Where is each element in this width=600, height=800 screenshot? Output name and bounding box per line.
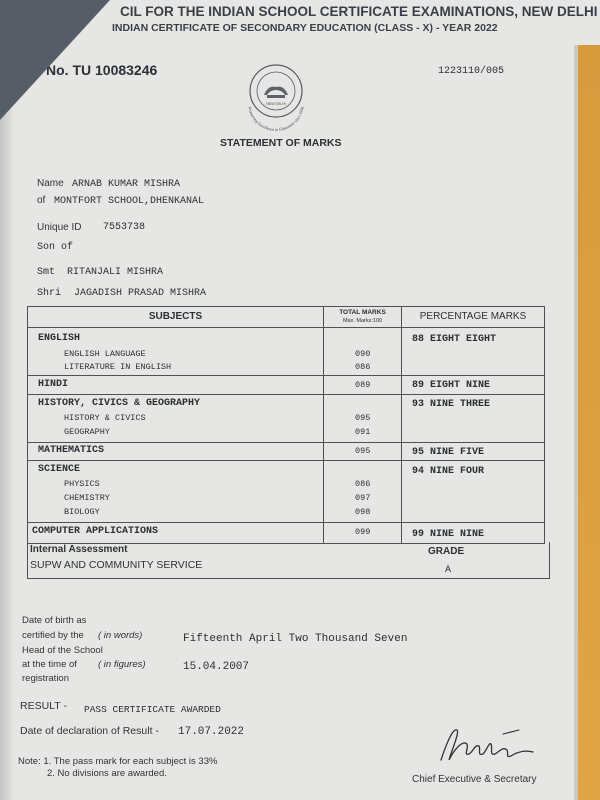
subject-biology: BIOLOGY bbox=[64, 507, 100, 517]
student-name: ARNAB KUMAR MISHRA bbox=[72, 179, 181, 190]
dob-line-4: at the time of bbox=[22, 659, 77, 670]
subject-science: SCIENCE bbox=[38, 464, 81, 475]
supw-grade: A bbox=[445, 565, 452, 576]
subject-english-language: ENGLISH LANGUAGE bbox=[64, 349, 146, 359]
pct-science: 94 NINE FOUR bbox=[412, 466, 485, 477]
marks-computer: 099 bbox=[355, 527, 371, 537]
declaration-date: 17.07.2022 bbox=[178, 726, 245, 738]
supw-label: SUPW AND COMMUNITY SERVICE bbox=[30, 559, 203, 571]
marks-hindi: 089 bbox=[355, 380, 371, 390]
father-label: Shri bbox=[37, 288, 62, 299]
col-percentage-header: PERCENTAGE MARKS bbox=[419, 311, 527, 322]
pct-english: 88 EIGHT EIGHT bbox=[412, 334, 497, 345]
marks-history-civics: 095 bbox=[355, 413, 371, 423]
svg-text:Pioneering Excellence in Educa bbox=[247, 105, 305, 132]
marks-literature: 086 bbox=[355, 362, 371, 372]
dob-words-label: ( in words) bbox=[98, 630, 143, 641]
col-max-marks: Max. Marks:100 bbox=[342, 318, 383, 324]
dob-figures: 15.04.2007 bbox=[183, 661, 250, 673]
folded-corner bbox=[0, 0, 110, 120]
pct-mathematics: 95 NINE FIVE bbox=[412, 447, 485, 458]
marks-table bbox=[27, 306, 545, 544]
certificate-number: No. TU 10083246 bbox=[46, 62, 158, 78]
dob-figures-label: ( in figures) bbox=[98, 659, 146, 670]
dob-line-5: registration bbox=[22, 673, 69, 684]
board-name: CIL FOR THE INDIAN SCHOOL CERTIFICATE EXAMINATIONS, NEW DELHI bbox=[120, 4, 598, 19]
note-2: 2. No divisions are awarded. bbox=[47, 768, 167, 779]
school-label: of bbox=[37, 195, 46, 206]
grade-label: GRADE bbox=[428, 546, 465, 557]
subject-computer: COMPUTER APPLICATIONS bbox=[32, 526, 159, 537]
unique-id: 7553738 bbox=[103, 222, 146, 233]
col-total-header: TOTAL MARKS bbox=[339, 309, 386, 316]
son-of-label: Son of bbox=[37, 242, 74, 253]
subject-hindi: HINDI bbox=[38, 379, 69, 390]
dob-words: Fifteenth April Two Thousand Seven bbox=[183, 633, 408, 645]
document-title: STATEMENT OF MARKS bbox=[220, 137, 342, 149]
pct-hcg: 93 NINE THREE bbox=[412, 399, 491, 410]
mother-label: Smt bbox=[37, 267, 56, 278]
subject-english: ENGLISH bbox=[38, 333, 81, 344]
result-value: PASS CERTIFICATE AWARDED bbox=[84, 704, 221, 715]
subject-geography: GEOGRAPHY bbox=[64, 427, 110, 437]
marks-physics: 086 bbox=[355, 479, 371, 489]
signature-icon bbox=[433, 722, 543, 772]
father-name: JAGADISH PRASAD MISHRA bbox=[74, 288, 207, 299]
council-seal-icon bbox=[236, 55, 316, 135]
result-label: RESULT - bbox=[20, 700, 67, 712]
page-shadow bbox=[0, 0, 14, 800]
seal-motto: Pioneering Excellence in Education since 1958 bbox=[247, 106, 305, 133]
subject-hcg: HISTORY, CIVICS & GEOGRAPHY bbox=[38, 398, 201, 409]
dob-line-1: Date of birth as bbox=[22, 615, 87, 626]
name-label: Name bbox=[37, 178, 64, 189]
school-name: MONTFORT SCHOOL,DHENKANAL bbox=[54, 196, 205, 207]
mother-name: RITANJALI MISHRA bbox=[67, 267, 164, 278]
dob-line-3: Head of the School bbox=[22, 645, 103, 656]
marks-geography: 091 bbox=[355, 427, 371, 437]
pct-computer: 99 NINE NINE bbox=[412, 529, 485, 540]
internal-assessment-label: Internal Assessment bbox=[30, 544, 128, 555]
unique-id-label: Unique ID bbox=[37, 222, 82, 233]
marks-mathematics: 095 bbox=[355, 446, 371, 456]
exam-name: INDIAN CERTIFICATE OF SECONDARY EDUCATION (CLASS - X) - YEAR 2022 bbox=[112, 22, 498, 34]
signatory-title: Chief Executive & Secretary bbox=[412, 774, 537, 785]
marks-biology: 098 bbox=[355, 507, 371, 517]
subject-mathematics: MATHEMATICS bbox=[38, 445, 105, 456]
dob-line-2: certified by the bbox=[22, 630, 84, 641]
pct-hindi: 89 EIGHT NINE bbox=[412, 380, 491, 391]
seal-inner-text: NEW DELHI bbox=[266, 102, 286, 106]
declaration-label: Date of declaration of Result - bbox=[20, 725, 159, 737]
marks-chemistry: 097 bbox=[355, 493, 371, 503]
subject-literature: LITERATURE IN ENGLISH bbox=[64, 362, 172, 372]
subject-history-civics: HISTORY & CIVICS bbox=[64, 413, 146, 423]
col-subjects-header: SUBJECTS bbox=[148, 311, 203, 322]
marks-english-language: 090 bbox=[355, 349, 371, 359]
subject-physics: PHYSICS bbox=[64, 479, 100, 489]
subject-chemistry: CHEMISTRY bbox=[64, 493, 110, 503]
note-1: Note: 1. The pass mark for each subject is 33% bbox=[18, 756, 218, 767]
reference-number: 1223110/005 bbox=[438, 66, 505, 77]
background-folder bbox=[578, 45, 600, 800]
